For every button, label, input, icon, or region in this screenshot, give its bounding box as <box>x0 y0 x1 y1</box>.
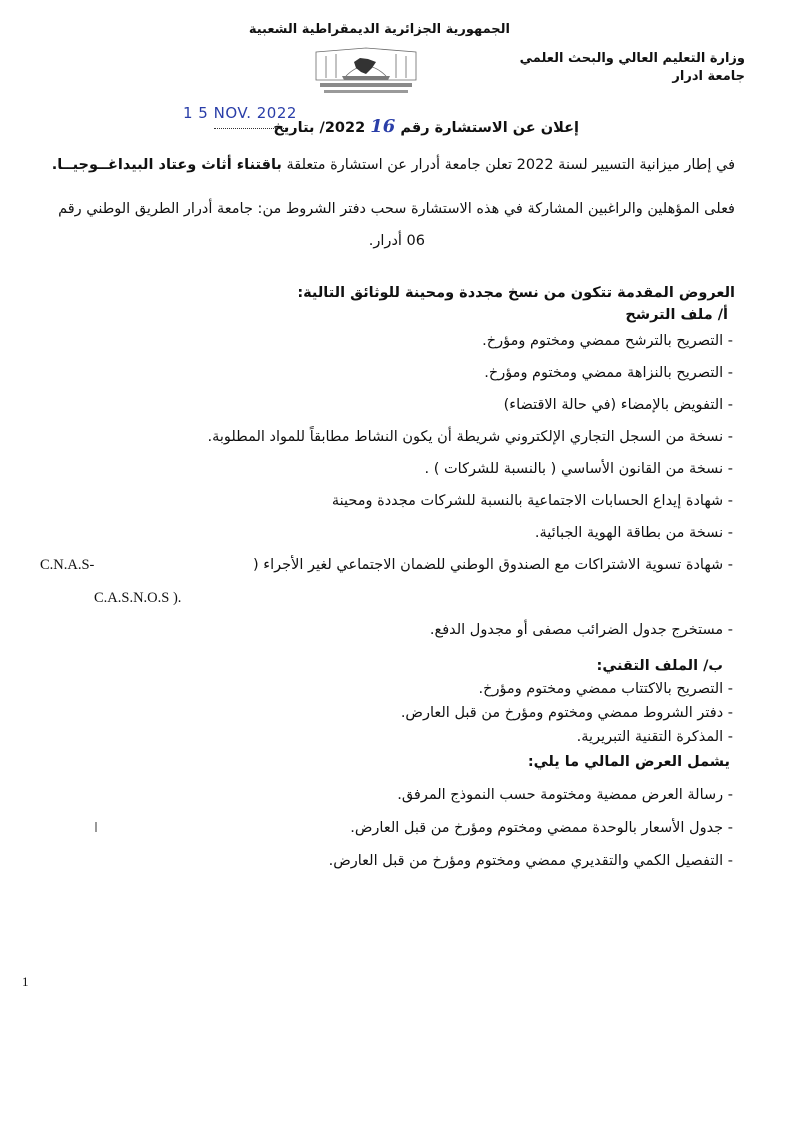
list-item: - نسخة من السجل التجاري الإلكتروني شريطة أن يكون النشاط مطابقاً للمواد المطلوبة. <box>207 429 733 445</box>
page-number: 1 <box>22 974 29 989</box>
list-item: - شهادة تسوية الاشتراكات مع الصندوق الوطني للضمان الاجتماعي لغير الأجراء ( <box>253 557 733 573</box>
date-stamp: 1 5 NOV. 2022 <box>183 104 297 122</box>
cnas-abbrev: C.N.A.S- <box>40 557 95 573</box>
list-item: - التصريح بالنزاهة ممضي ومختوم ومؤرخ. <box>484 365 733 381</box>
list-item: - رسالة العرض ممضية ومختومة حسب النموذج المرفق. <box>397 787 733 803</box>
invitation-line-2: 06 أدرار. <box>368 233 425 249</box>
offers-heading: العروض المقدمة تتكون من نسخ مجددة ومحينة للوثائق التالية: <box>297 285 735 301</box>
list-item: - المذكرة التقنية التبريرية. <box>576 729 733 745</box>
intro-text: في إطار ميزانية التسيير لسنة 2022 تعلن جامعة أدرار عن استشارة متعلقة <box>286 157 735 173</box>
list-item: - التفصيل الكمي والتقديري ممضي ومختوم ومؤرخ من قبل العارض. <box>328 853 733 869</box>
section-c-title: يشمل العرض المالي ما يلي: <box>527 754 730 770</box>
scan-speck <box>95 822 97 832</box>
list-item: - التفويض بالإمضاء (في حالة الاقتضاء) <box>503 397 733 413</box>
announcement-number: 16 <box>370 116 396 137</box>
announcement-text: إعلان عن الاستشارة رقم <box>400 120 579 136</box>
announcement-title <box>273 116 579 137</box>
list-item: - دفتر الشروط ممضي ومختوم ومؤرخ من قبل العارض. <box>400 705 733 721</box>
intro-bold: باقتناء أثاث وعتاد البيداغــوجيــا. <box>51 157 282 173</box>
announcement-date-label: بتاريخ <box>273 120 315 136</box>
list-item: - التصريح بالترشح ممضي ومختوم ومؤرخ. <box>482 333 733 349</box>
casnos-abbrev: C.A.S.N.O.S ). <box>94 590 182 606</box>
list-item: - جدول الأسعار بالوحدة ممضي ومختوم ومؤرخ من قبل العارض. <box>350 820 733 836</box>
announcement-year: 2022/ <box>319 120 366 136</box>
list-item: - مستخرج جدول الضرائب مصفى أو مجدول الدفع. <box>429 622 733 638</box>
invitation-line-1: فعلى المؤهلين والراغبين المشاركة في هذه الاستشارة سحب دفتر الشروط من: جامعة أدرار الطريق الوطني رقم <box>58 201 735 217</box>
republic-title: الجمهورية الجزائرية الديمقراطية الشعبية <box>248 22 510 37</box>
university-logo-icon <box>306 46 426 98</box>
ministry-block <box>520 50 745 86</box>
list-item: - التصريح بالاكتتاب ممضي ومختوم ومؤرخ. <box>478 681 733 697</box>
intro-paragraph <box>52 157 735 173</box>
list-item: - نسخة من القانون الأساسي ( بالنسبة للشركات ) . <box>424 461 733 477</box>
list-item: - نسخة من بطاقة الهوية الجبائية. <box>534 525 733 541</box>
section-b-title: ب/ الملف التقني: <box>596 658 723 674</box>
section-a-title: أ/ ملف الترشح <box>625 307 728 323</box>
ministry-name: وزارة التعليم العالي والبحث العلمي <box>519 51 745 66</box>
university-name: جامعة ادرار <box>672 69 745 84</box>
list-item: - شهادة إيداع الحسابات الاجتماعية بالنسبة للشركات مجددة ومحينة <box>331 493 733 509</box>
